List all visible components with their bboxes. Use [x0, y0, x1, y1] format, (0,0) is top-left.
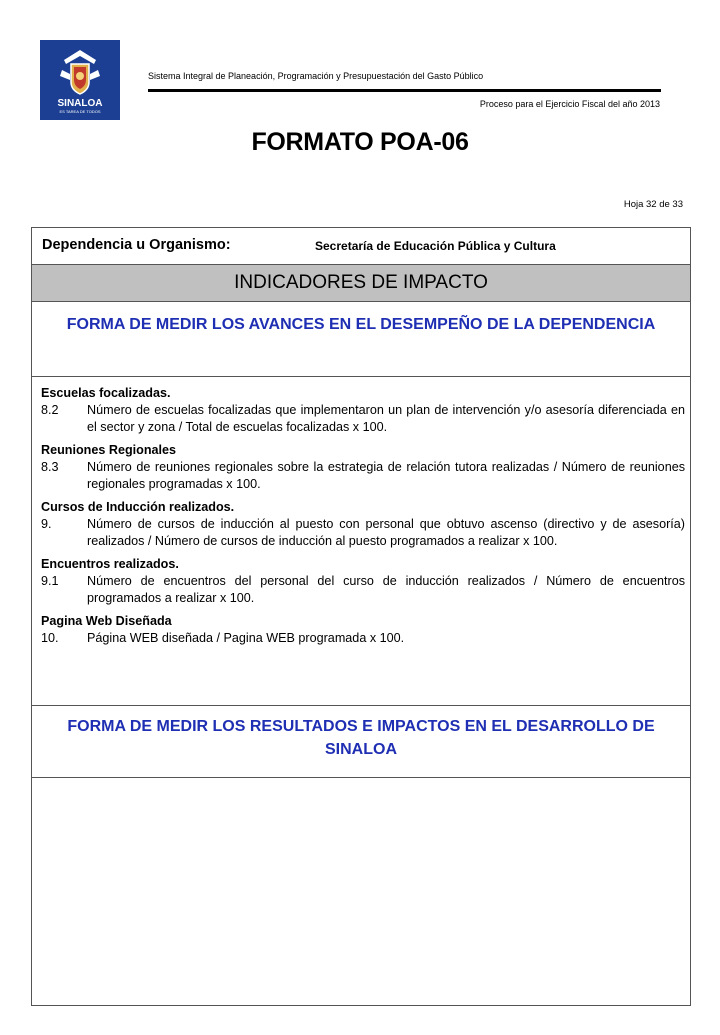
indicator-number: 10. [41, 631, 59, 645]
indicator-number: 9.1 [41, 574, 59, 588]
indicator-heading: Cursos de Inducción realizados. [41, 500, 235, 514]
section-title-bar: INDICADORES DE IMPACTO [32, 264, 690, 302]
system-title: Sistema Integral de Planeación, Programación y Presupuestación del Gasto Público [148, 71, 484, 81]
dependency-row [32, 228, 690, 264]
indicator-number: 8.3 [41, 460, 59, 474]
indicator-item [41, 573, 685, 607]
progress-heading: FORMA DE MEDIR LOS AVANCES EN EL DESEMPEÑO DE LA DEPENDENCIA [66, 316, 656, 333]
indicator-heading: Pagina Web Diseñada [41, 614, 172, 628]
indicator-text: Número de reuniones regionales sobre la estrategia de relación tutora realizadas / Número de reuniones regionales programadas x 100. [87, 460, 685, 491]
divider [32, 705, 690, 706]
form-frame [31, 227, 691, 1006]
indicator-heading: Reuniones Regionales [41, 443, 177, 457]
results-heading: FORMA DE MEDIR LOS RESULTADOS E IMPACTOS EN EL DESARROLLO DE SINALOA [67, 718, 655, 758]
indicators-list [41, 385, 685, 647]
indicator-item [41, 630, 685, 647]
indicator-number: 8.2 [41, 403, 59, 417]
indicator-item [41, 402, 685, 436]
indicator-text: Número de cursos de inducción al puesto con personal que obtuvo ascenso (directivo y de asesoría) realizados / Número de cursos de inducción al puesto programados a realizar x 100. [87, 517, 685, 548]
dependency-label: Dependencia u Organismo: [42, 237, 231, 253]
indicator-item [41, 459, 685, 493]
sinaloa-logo [40, 40, 120, 120]
svg-text:ES TAREA DE TODOS: ES TAREA DE TODOS [59, 109, 101, 114]
indicator-heading: Escuelas focalizadas. [41, 386, 171, 400]
indicator-text: Número de escuelas focalizadas que implementaron un plan de intervención y/o asesoría diferenciada en el sector y zona / Total de escuelas focalizadas x 100. [87, 403, 685, 434]
dependency-value: Secretaría de Educación Pública y Cultura [315, 239, 556, 253]
process-label: Proceso para el Ejercicio Fiscal del año 2013 [479, 99, 660, 109]
format-title: FORMATO POA-06 [251, 128, 469, 156]
header-divider [148, 89, 661, 92]
divider [32, 376, 690, 377]
results-empty-area [32, 778, 690, 1005]
svg-text:SINALOA: SINALOA [57, 98, 103, 109]
indicator-text: Número de encuentros del personal del curso de inducción realizados / Número de encuentros programados a realizar x 100. [87, 574, 685, 605]
indicator-item [41, 516, 685, 550]
indicator-heading: Encuentros realizados. [41, 557, 179, 571]
indicator-text: Página WEB diseñada / Pagina WEB programada x 100. [87, 631, 405, 645]
indicator-number: 9. [41, 517, 52, 531]
sheet-number: Hoja 32 de 33 [623, 199, 683, 210]
